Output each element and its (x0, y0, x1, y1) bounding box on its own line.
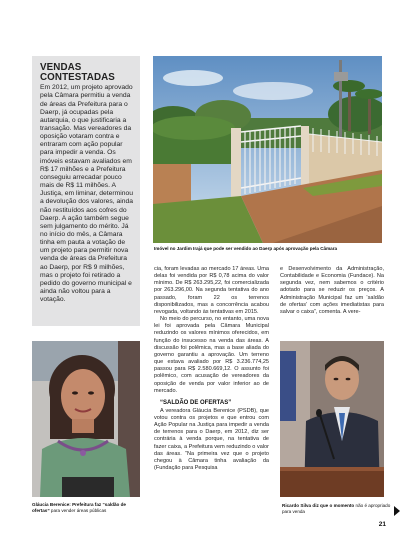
sidebar-title-line1: VENDAS (40, 62, 82, 73)
page-number: 21 (378, 521, 386, 528)
article-col1-para-1: cia, foram levadas ao mercado 17 áreas. Uma delas foi vendida por R$ 0,78 acima do valor mínimo. De R$ 263.295,22, foi comercializada por 263.296,00. Na segunda tentativa do ano passado, foram 22 os terrenos disponibilizados, mas a concorrência acabou revogada, voltando às tentativas em 2015. (154, 266, 269, 315)
article-col1-para-3: A vereadora Gláucia Berenice (PSDB), que votou contra os projetos e que entrou com Ação Popular na Justiça para impedir a venda de terrenos para o Daerp, em 2012, diz ser contrária à venda porque, na tentativa de fazer caixa, a Prefeitura vem reduzindo o valor das áreas. “Na primeira vez que o projeto chegou à Câmara tinha avaliação da (Fundação para Pesquisa (154, 407, 269, 472)
article-column-1 (154, 266, 269, 528)
article-col2-para-1: e Desenvolvimento da Administração, Contabilidade e Economia (Fundace). Na segunda vez, nem sabemos o critério adotado para se reduzir os preços. A Administração Municipal faz um ‘saldão de ofertas’ com ações imediatistas para salvar o caixa”, comenta. A vere- (280, 266, 384, 315)
sidebar-box (32, 56, 140, 326)
top-photo-caption (154, 246, 386, 252)
left-photo-glaucia (32, 341, 140, 497)
article-subhead: “SALDÃO DE OFERTAS” (160, 399, 232, 406)
sidebar-body-text: Em 2012, um projeto aprovado pela Câmara permitiu a venda de áreas da Prefeitura para o Daerp, já ocupadas pela autarquia, o que justificaria a transação. Mas vereadores da oposição votaram contra e entraram com ação popular para impedir a venda. Os imóveis estavam avaliados em R$ 17 milhões e a Prefeitura conseguiu arrecadar pouco mais de R$ 11 milhões. A Justiça, em liminar, determinou a devolução dos valores, ainda não restituídos aos cofres do Daerp. A ação também segue sem julgamento do mérito. Já no início do mês, a Câmara tinha em pauta a votação de um projeto para permitir nova venda de áreas da Prefeitura ao Daerp, por R$ 9 milhões, mas o projeto foi retirado a pedido do governo municipal e ainda não voltou para a votação. (40, 84, 134, 304)
article-column-2 (280, 266, 384, 338)
gate-photo-illustration (153, 56, 382, 243)
sidebar-title-line2: CONTESTADAS (40, 71, 115, 83)
ricardo-portrait-illustration (280, 341, 384, 497)
article-col1-para-2: No meio do percurso, no entanto, uma nova lei foi aprovada pela Câmara Municipal reduzindo os valores mínimos oferecidos, em função do insucesso na venda das áreas. A discussão foi polêmica, mas a base aliada do governo garantiu a aprovação. Um terreno que estava avaliado por R$ 3.236.774,25 passou para R$ 2.580.669,12. O assunto foi polêmico, com acusação de vereadores da oposição de venda por valor inferior ao de mercado. (154, 316, 269, 394)
top-photo-caption-strong: Imóvel no Jardim Irajá que pode ser vendido ao Daerp após aprovação pela Câmara (154, 246, 338, 251)
right-photo-caption-rest: não é apropriado para venda (282, 503, 391, 514)
sidebar-title (40, 63, 134, 82)
right-photo-caption-strong: Ricardo Silva diz que o momento (282, 503, 355, 508)
left-photo-caption-rest: para vender áreas públicas (49, 507, 107, 513)
left-photo-caption (32, 502, 142, 513)
top-photo (153, 56, 382, 243)
left-photo-caption-strong: Gláucia Berenice: Prefeitura faz “saldão de ofertas” (32, 502, 126, 513)
right-photo-ricardo (280, 341, 384, 497)
next-page-arrow-icon[interactable] (394, 506, 400, 516)
glaucia-portrait-illustration (32, 341, 140, 497)
right-photo-caption (282, 503, 392, 514)
